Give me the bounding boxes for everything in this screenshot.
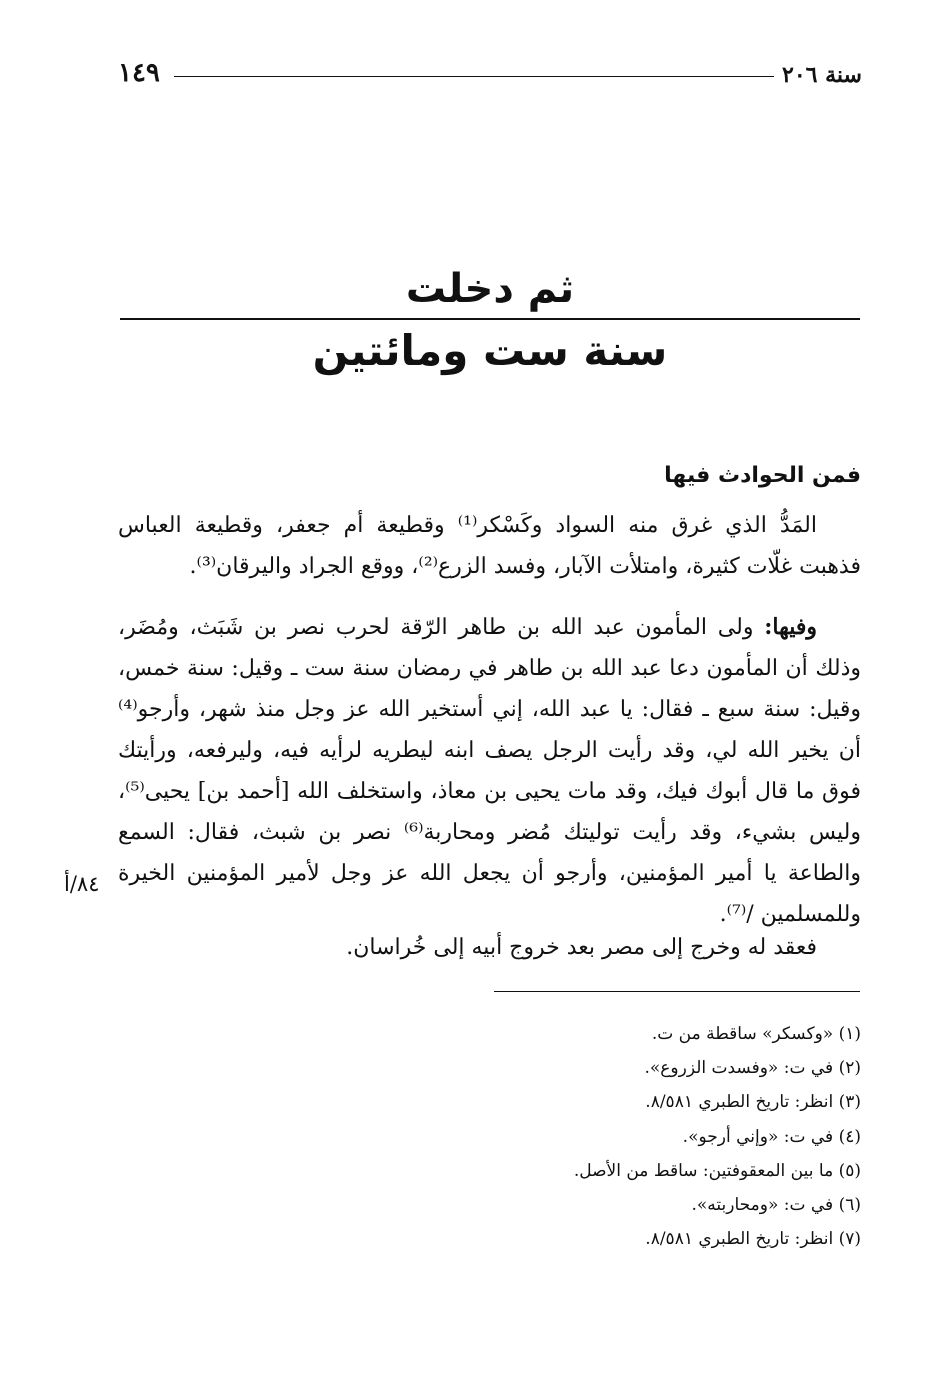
footnote: (١) «وكسكر» ساقطة من ت.: [651, 1024, 861, 1044]
footnote: (٤) في ت: «وإني أرجو».: [682, 1126, 861, 1147]
footnote: (٣) انظر: تاريخ الطبري ٨/٥٨١.: [645, 1092, 861, 1113]
section-subheading: فمن الحوادث فيها: [664, 463, 861, 488]
footnote-divider: [494, 991, 860, 992]
footnote: (٢) في ت: «وفسدت الزروع».: [644, 1058, 861, 1079]
footnote: (٧) انظر: تاريخ الطبري ٨/٥٨١.: [645, 1229, 861, 1250]
paragraph-text: المَدُّ الذي غرق منه السواد وكَسْكر⁽¹⁾ وقطيعة أم جعفر، وقطيعة العباس فذهبت غلّات كثيرة، وامتلأت الآبار، وفسد الزرع⁽²⁾، ووقع الجراد واليرقان⁽³⁾.: [118, 513, 861, 579]
paragraph-text: ولى المأمون عبد الله بن طاهر الرّقة لحرب نصر بن شَبَث، ومُضَر، وذلك أن المأمون دعا عبد الله بن طاهر في رمضان سنة ست ـ وقيل: سنة خمس، وقيل: سنة سبع ـ فقال: يا عبد الله، إني أستخير الله عز وجل منذ شهر، وأرجو⁽⁴⁾ أن يخير الله لي، وقد رأيت الرجل يصف ابنه ليطريه لرأيه فيه، وليرفعه، ورأيتك فوق ما قال أبوك فيك، وقد مات يحيى بن معاذ، واستخلف الله [أحمد بن] يحيى⁽⁵⁾، وليس بشيء، وقد رأيت توليتك مُضر ومحاربة⁽⁶⁾ نصر بن شبث، فقال: السمع والطاعة يا أمير المؤمنين، وأرجو أن يجعل الله عز وجل لأمير المؤمنين الخيرة وللمسلمين /⁽⁷⁾.: [118, 615, 861, 927]
footnote: (٦) في ت: «ومحاربته».: [691, 1195, 861, 1216]
manuscript-folio-marker: ٨٤/أ: [64, 872, 100, 896]
paragraph-text: فعقد له وخرج إلى مصر بعد خروج أبيه إلى خُراسان.: [346, 935, 817, 960]
heading-divider: [120, 318, 860, 320]
running-title: سنة ٢٠٦: [782, 62, 862, 88]
footnotes-list: [241, 1017, 861, 1256]
header-rule: [174, 76, 774, 77]
chapter-heading-line1: ثم دخلت: [405, 266, 575, 312]
running-header: [118, 58, 862, 94]
footnote: (٥) ما بين المعقوفتين: ساقط من الأصل.: [573, 1160, 861, 1181]
paragraph-2: [118, 607, 861, 935]
paragraph-lead: وفيها:: [764, 614, 817, 640]
paragraph-1: [118, 505, 861, 587]
page-number: ١٤٩: [118, 58, 160, 88]
paragraph-3: [118, 927, 861, 968]
chapter-heading-line2: سنة ست ومائتين: [312, 326, 668, 375]
